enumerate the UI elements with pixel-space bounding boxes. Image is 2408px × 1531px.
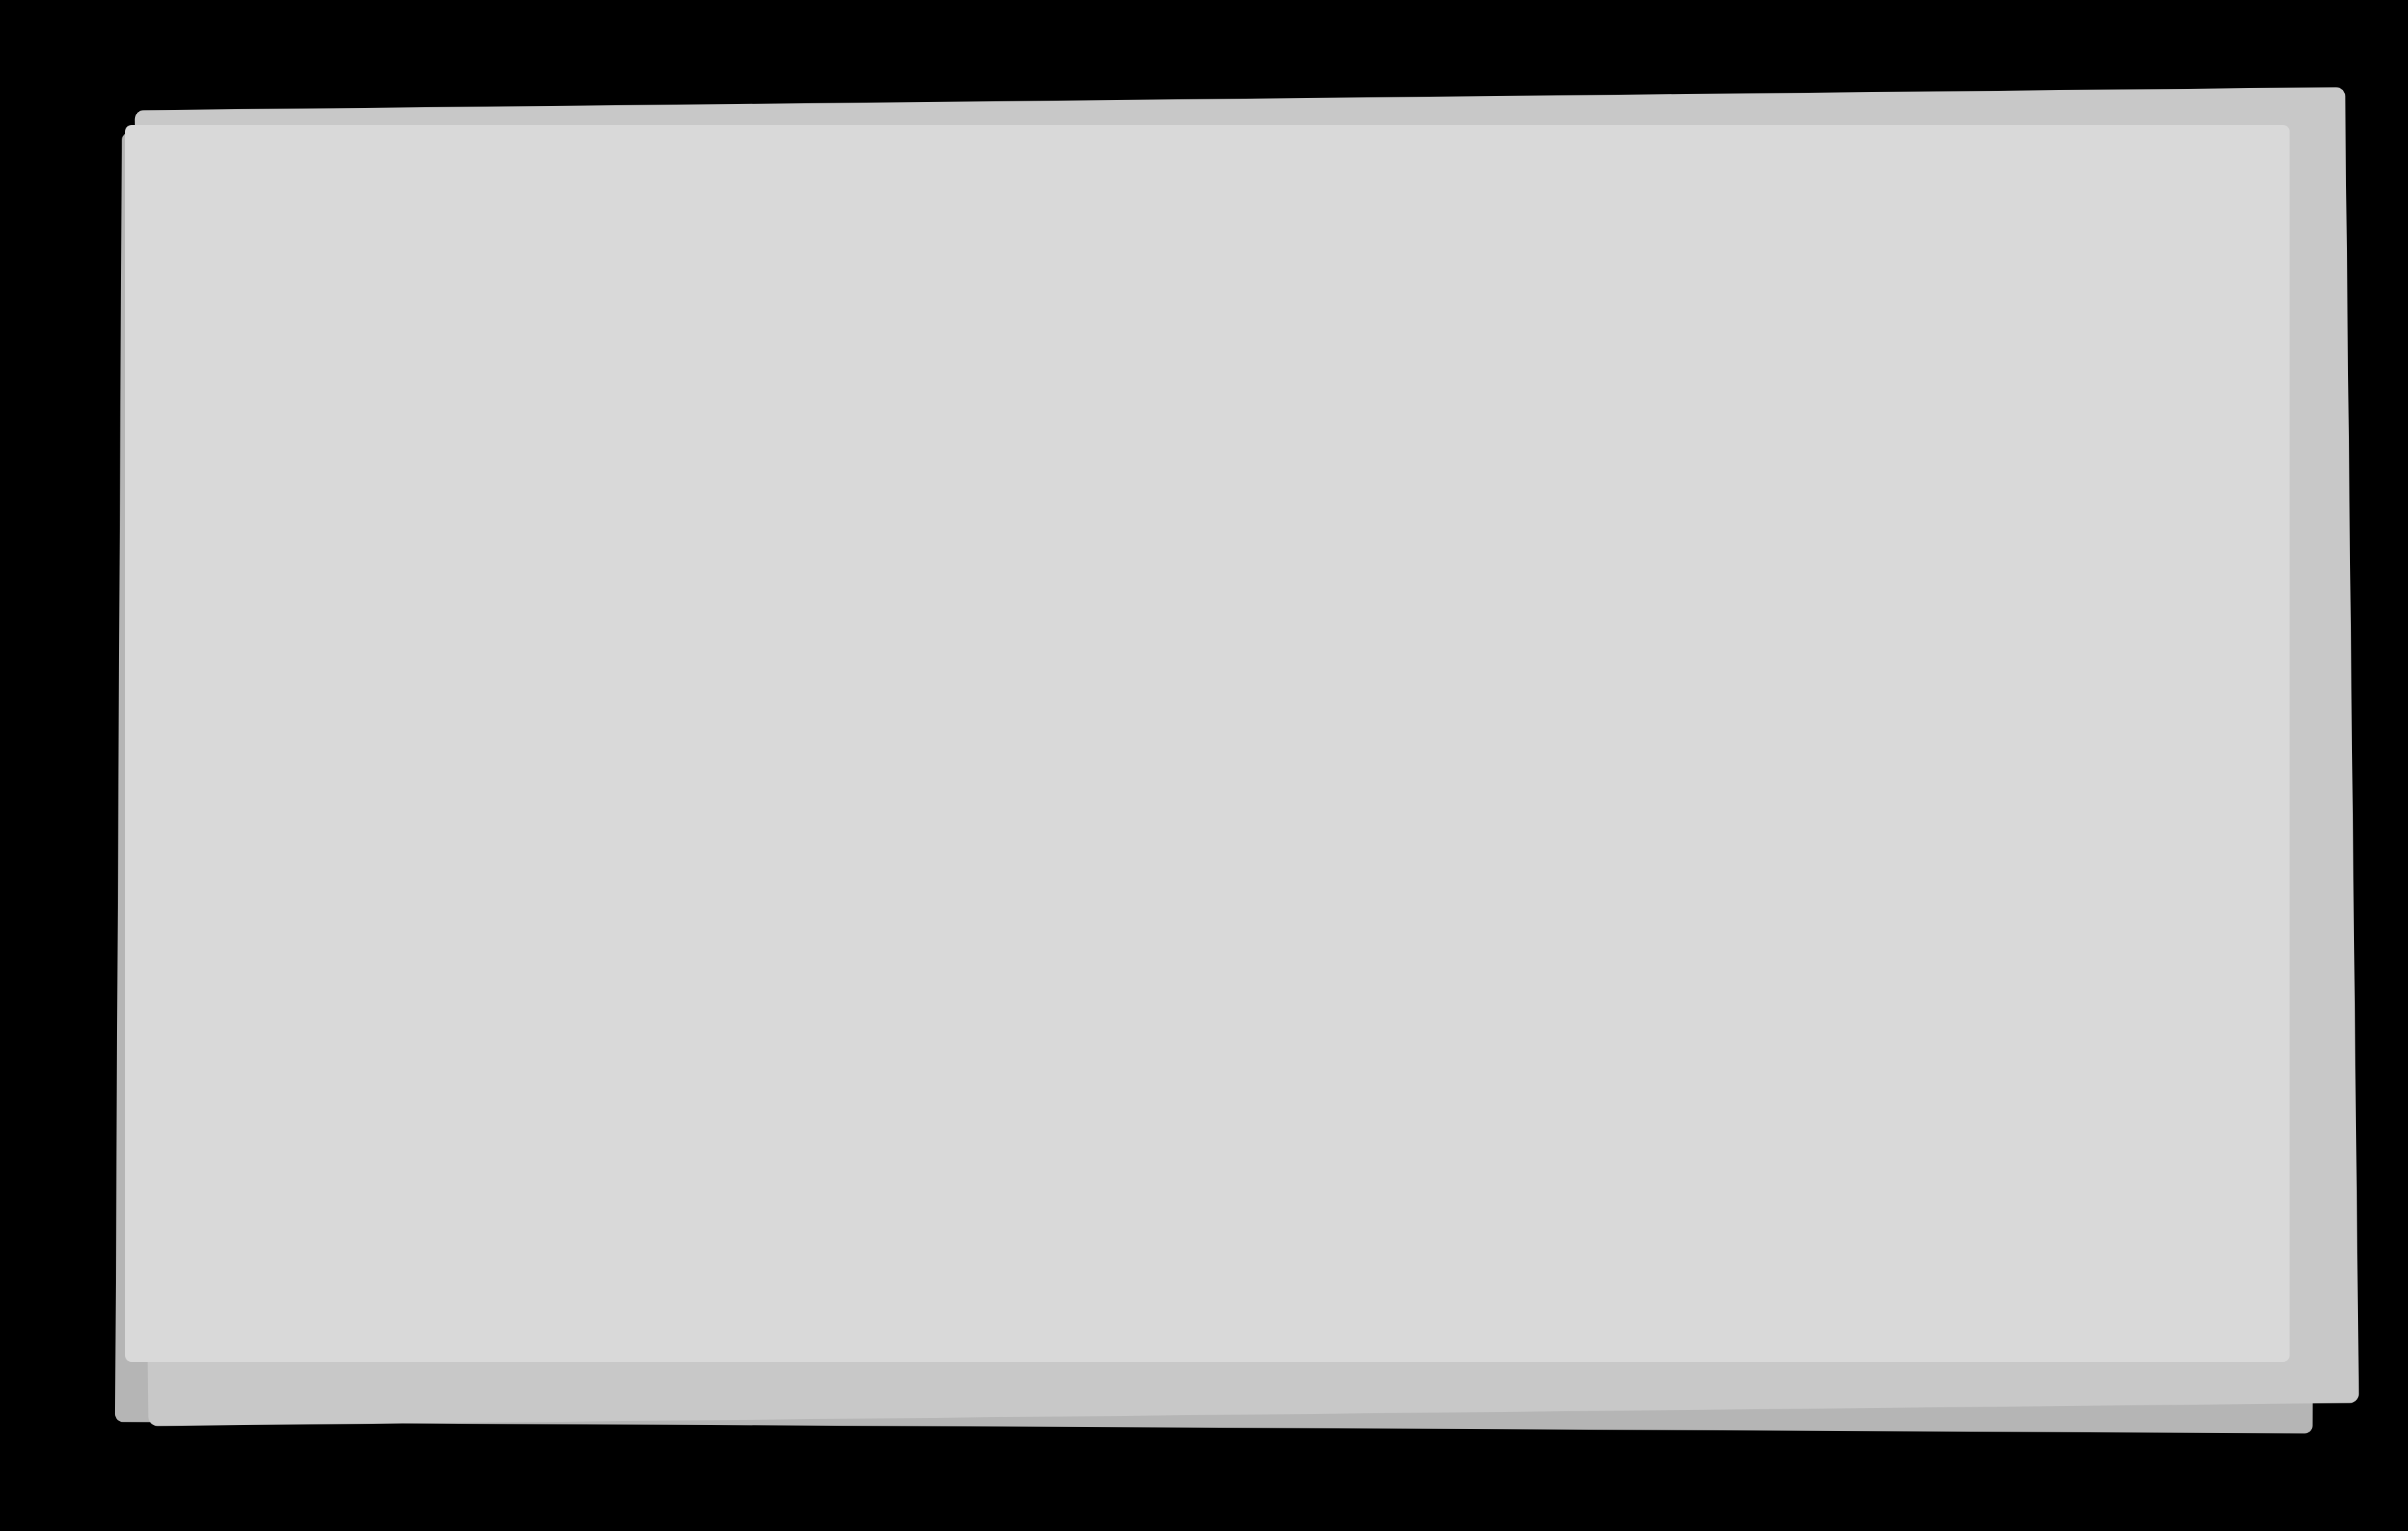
form-grid <box>299 283 2372 1467</box>
census-card <box>125 125 2290 1362</box>
